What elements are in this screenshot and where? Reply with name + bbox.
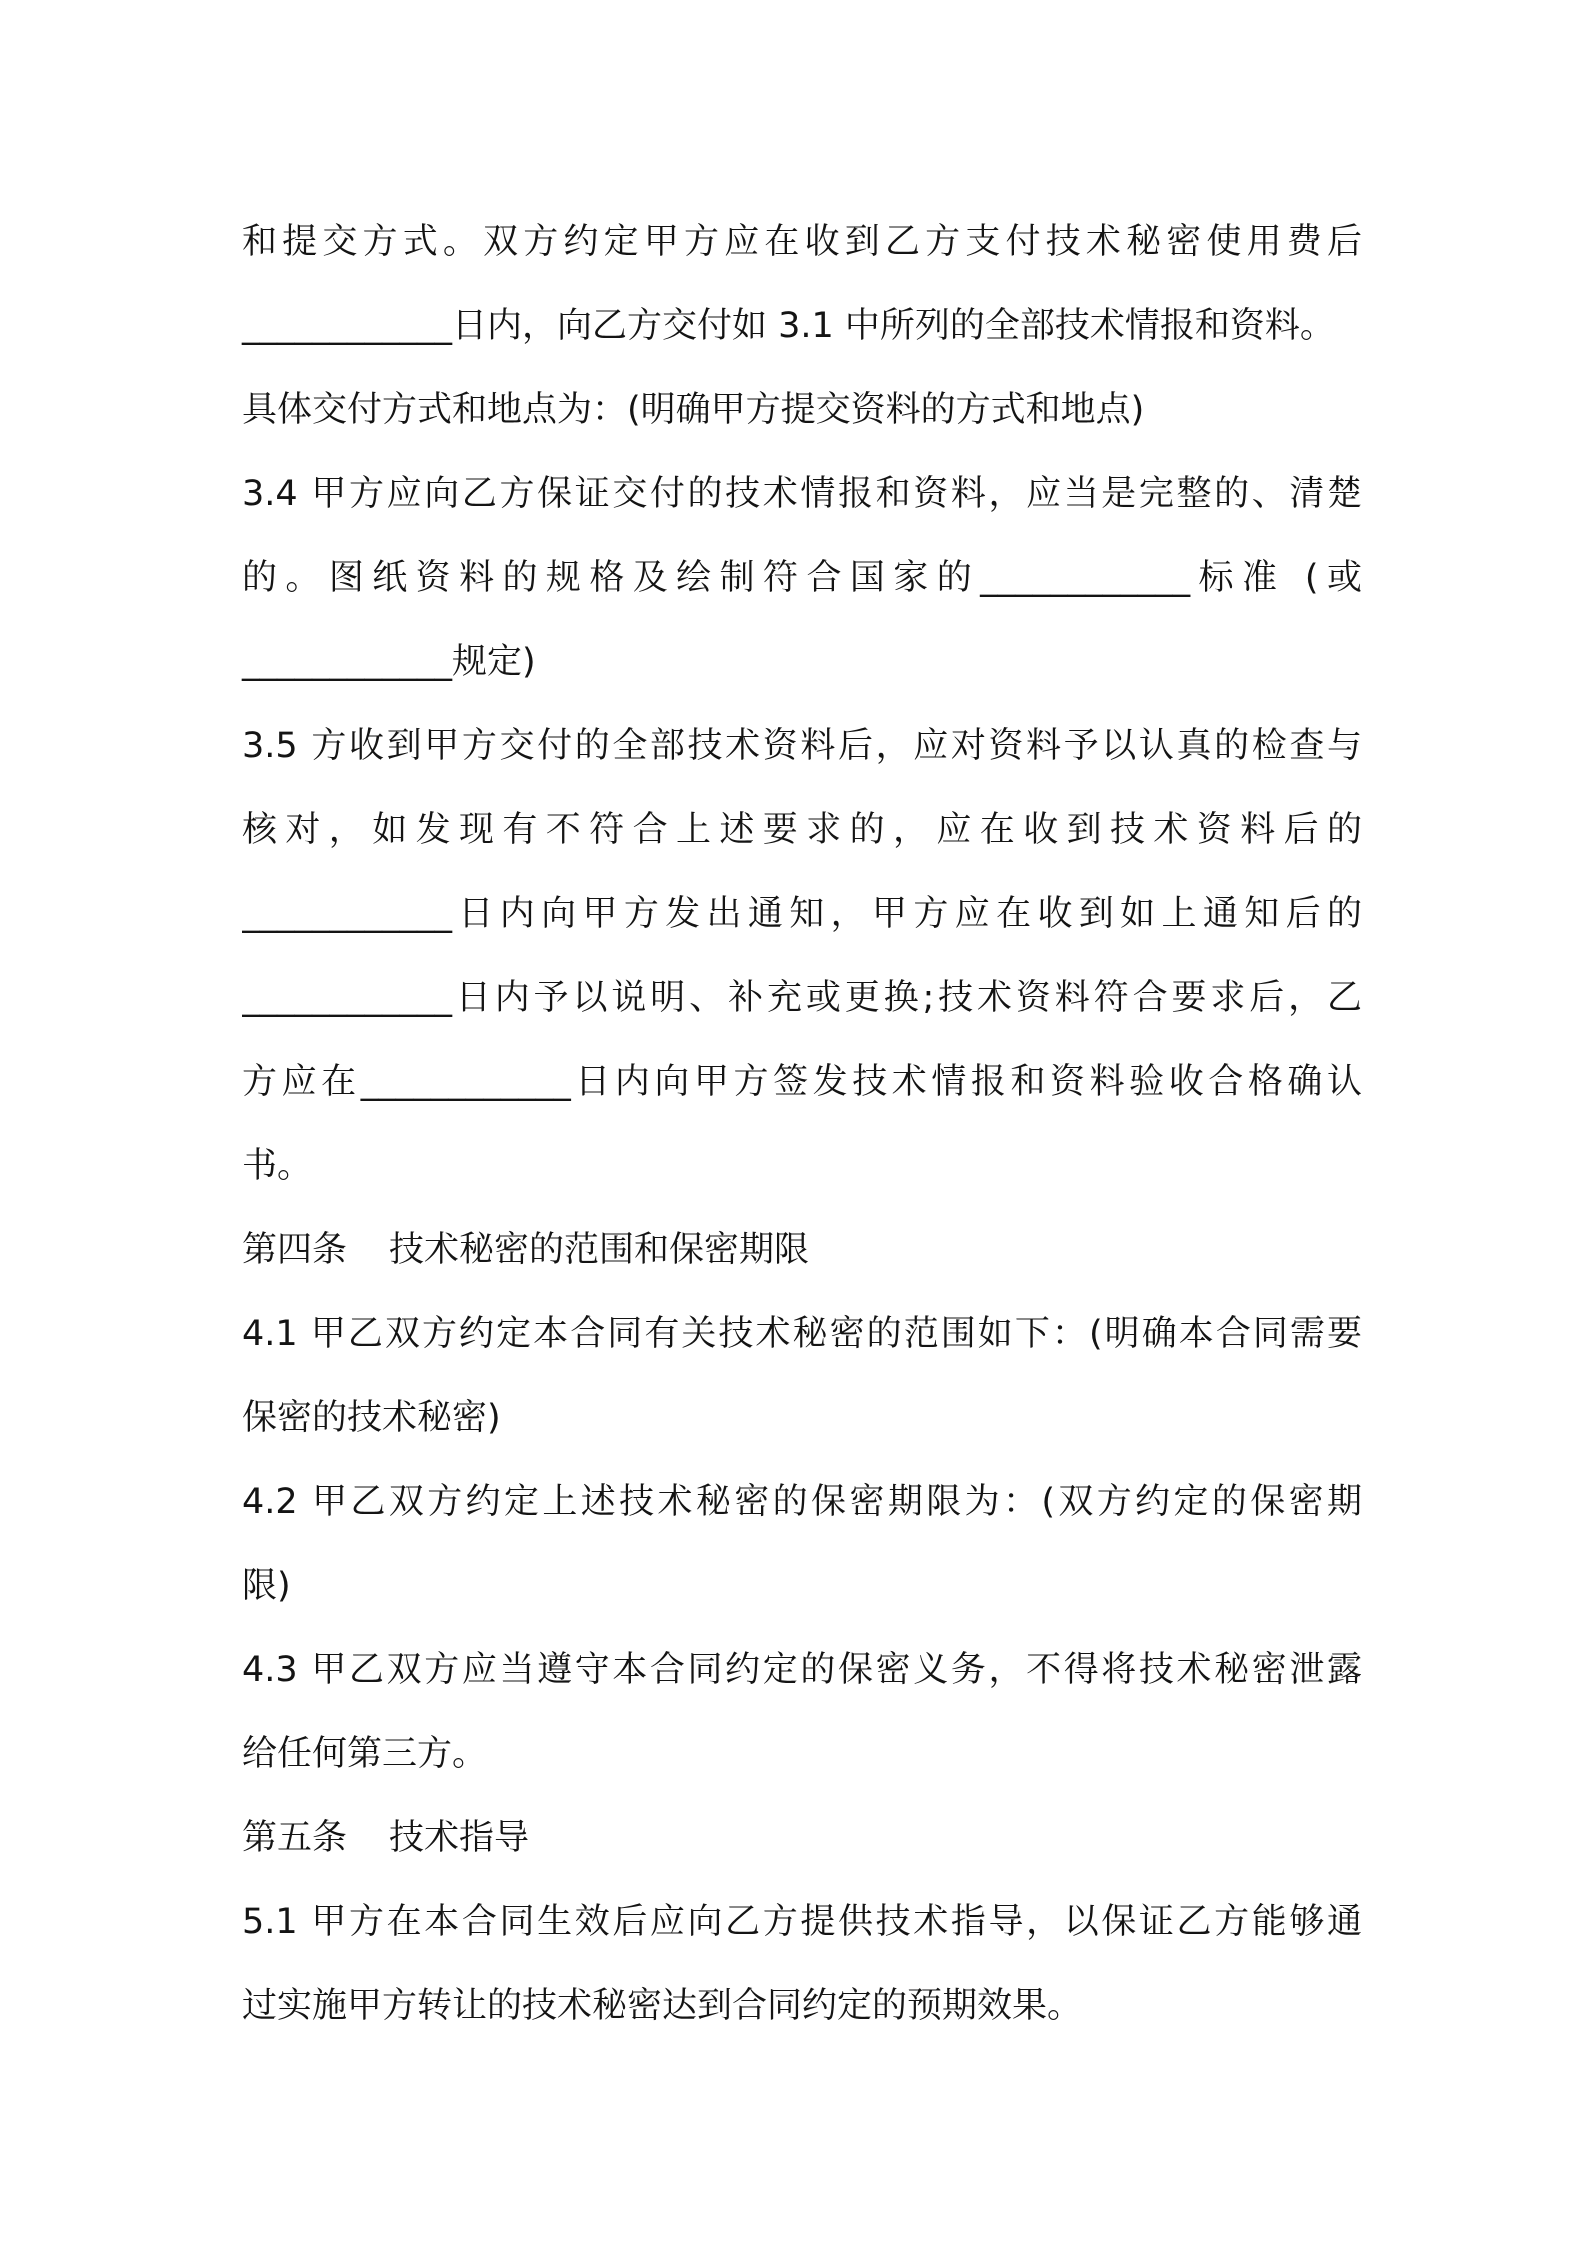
clause-3-5-line: 核对，如发现有不符合上述要求的，应在收到技术资料后的 — [242, 810, 1362, 850]
clause-4-2-line: 4.2 甲乙双方约定上述技术秘密的保密期限为：(双方约定的保密期 — [242, 1482, 1362, 1522]
article-4-heading — [242, 1208, 1362, 1292]
clause-3-4-line: 3.4 甲方应向乙方保证交付的技术情报和资料，应当是完整的、清楚 — [242, 474, 1362, 514]
article-5-title: 技术指导 — [389, 1818, 530, 1858]
clause-4-2-line: 限) — [242, 1566, 291, 1606]
clause-5-1-line: 过实施甲方转让的技术秘密达到合同约定的预期效果。 — [242, 1986, 1083, 2026]
clause-3-5-line: 方应在____________日内向甲方签发技术情报和资料验收合格确认 — [242, 1062, 1362, 1102]
article-4-title: 技术秘密的范围和保密期限 — [389, 1230, 810, 1270]
contract-text — [242, 200, 1362, 2048]
clause-3-4-line: ____________规定) — [242, 642, 536, 682]
article-5-heading — [242, 1796, 1362, 1880]
clause-3-4-line: 的。图纸资料的规格及绘制符合国家的____________标准 (或 — [242, 558, 1362, 598]
clause-5-1-line: 5.1 甲方在本合同生效后应向乙方提供技术指导，以保证乙方能够通 — [242, 1902, 1362, 1942]
clause-3-5-line: ____________日内予以说明、补充或更换;技术资料符合要求后，乙 — [242, 978, 1362, 1018]
clause-4-3-line: 4.3 甲乙双方应当遵守本合同约定的保密义务，不得将技术秘密泄露 — [242, 1650, 1362, 1690]
clause-4-1-line: 4.1 甲乙双方约定本合同有关技术秘密的范围如下：(明确本合同需要 — [242, 1314, 1362, 1354]
paragraph-line: ____________日内，向乙方交付如 3.1 中所列的全部技术情报和资料。 — [242, 306, 1335, 346]
article-5-number: 第五条 — [242, 1818, 348, 1858]
clause-3-5-line: 3.5 方收到甲方交付的全部技术资料后，应对资料予以认真的检查与 — [242, 726, 1362, 766]
paragraph-line: 和提交方式。双方约定甲方应在收到乙方支付技术秘密使用费后 — [242, 222, 1362, 262]
clause-4-1-line: 保密的技术秘密) — [242, 1398, 501, 1438]
article-4-number: 第四条 — [242, 1230, 348, 1270]
paragraph-line: 具体交付方式和地点为：(明确甲方提交资料的方式和地点) — [242, 390, 1145, 430]
clause-3-5-line: 书。 — [242, 1146, 313, 1186]
clause-4-3-line: 给任何第三方。 — [242, 1734, 488, 1774]
clause-3-5-line: ____________日内向甲方发出通知，甲方应在收到如上通知后的 — [242, 894, 1362, 934]
